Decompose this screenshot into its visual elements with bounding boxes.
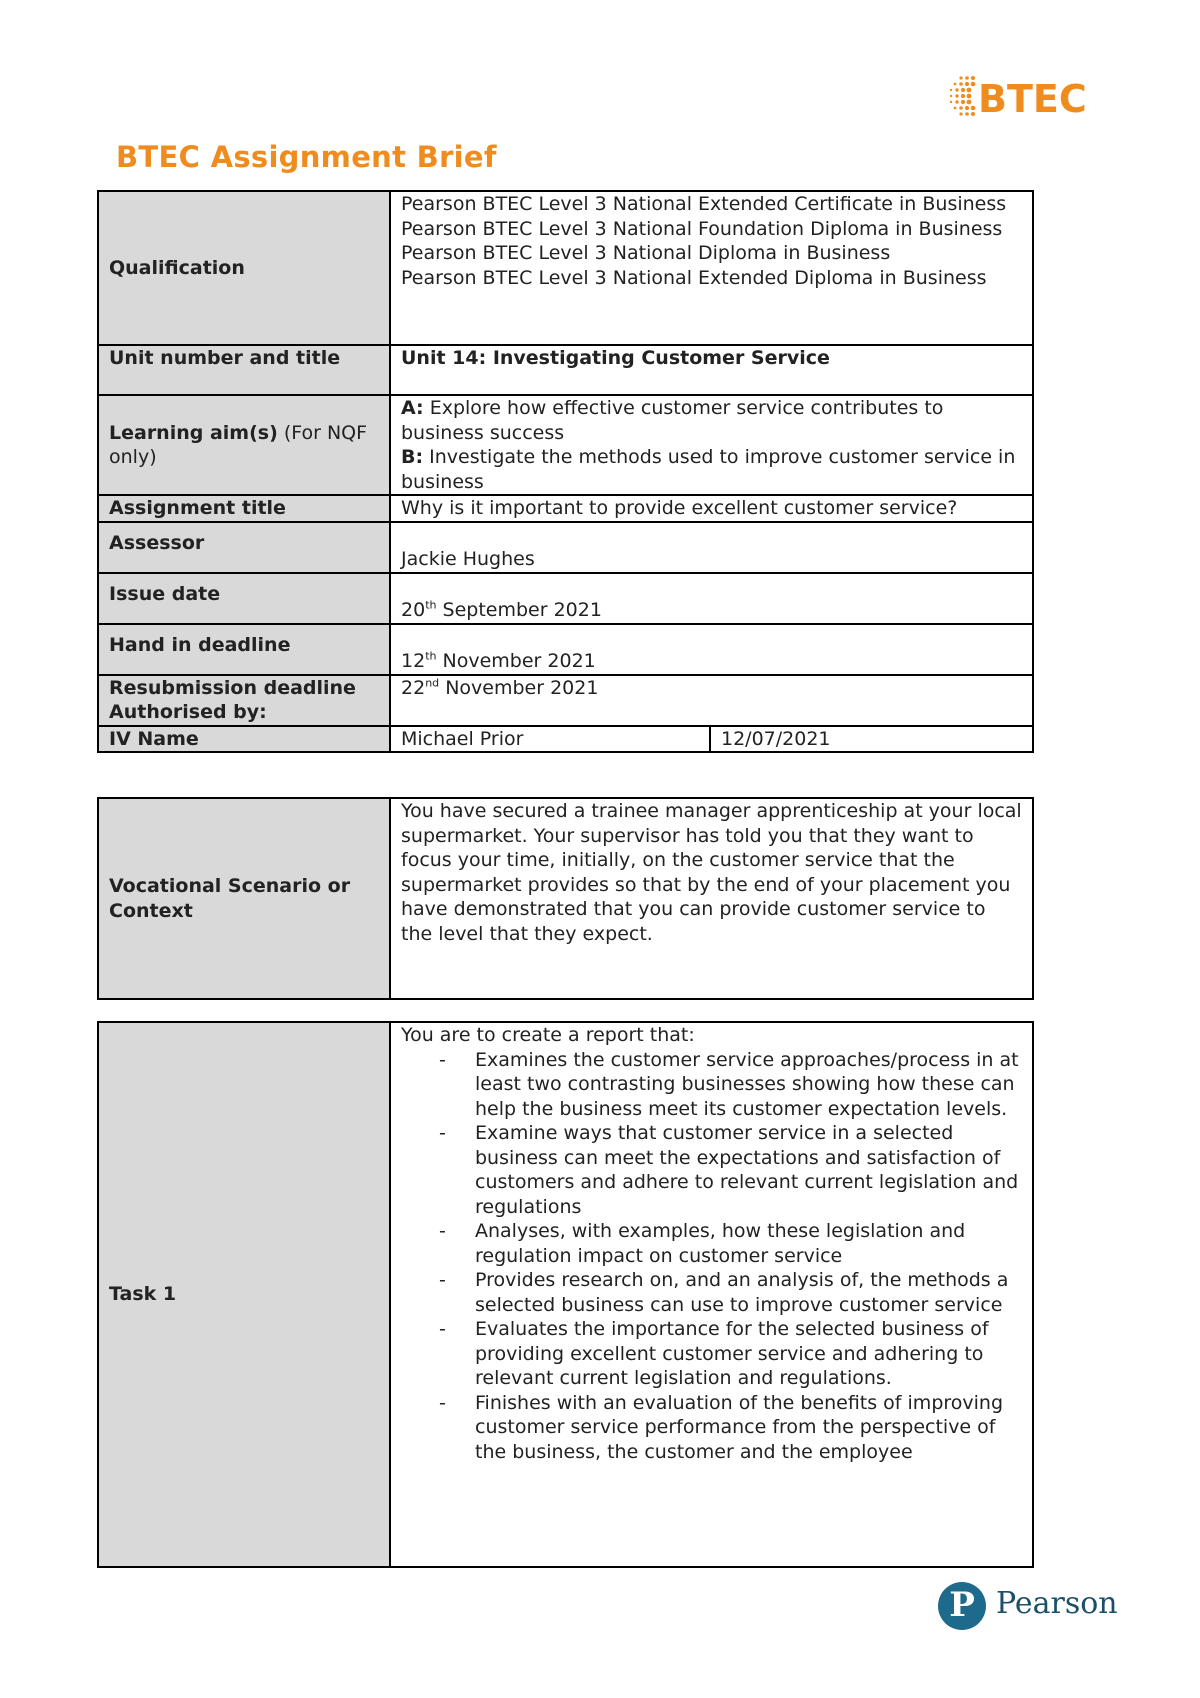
learning-aims-value	[390, 395, 1033, 495]
iv-row	[98, 726, 1033, 753]
aim-code: B:	[401, 446, 424, 468]
issue-date-value	[390, 573, 1033, 624]
task-row	[98, 1022, 1033, 1567]
task-item: - Finishes with an evaluation of the benefits of improving customer service performance from the perspective of the business, the customer and the employee	[475, 1391, 1022, 1465]
learning-aims-label-bold: Learning aim(s)	[109, 421, 278, 444]
issue-date-rest: September 2021	[436, 599, 602, 621]
aim-text: Explore how effective customer service contributes to business success	[401, 397, 944, 444]
learning-aims-row	[98, 395, 1033, 495]
task-item: - Analyses, with examples, how these legislation and regulation impact on customer service	[475, 1219, 1022, 1268]
task-item: - Examines the customer service approaches/process in at least two contrasting businesses showing how these can help the business meet its customer expectation levels.	[475, 1048, 1022, 1122]
task-item: - Evaluates the importance for the selected business of providing excellent customer service and adhering to relevant current legislation and regulations.	[475, 1317, 1022, 1391]
scenario-row	[98, 798, 1033, 999]
authorised-label-text: Authorised by:	[109, 701, 267, 723]
iv-date-value: 12/07/2021	[710, 726, 1033, 753]
learning-aim-a	[401, 396, 1022, 445]
qualification-line: Pearson BTEC Level 3 National Extended Diploma in Business	[401, 266, 987, 289]
task-table	[97, 1021, 1034, 1568]
resubmission-day: 22	[401, 676, 426, 699]
scenario-label: Vocational Scenario or Context	[98, 798, 390, 999]
document-title: BTEC Assignment Brief	[116, 140, 497, 174]
iv-name-label: IV Name	[98, 726, 390, 753]
resubmission-value	[390, 675, 1033, 726]
learning-aims-label	[98, 395, 390, 495]
resubmission-rest: November 2021	[439, 676, 599, 699]
aim-code: A:	[401, 397, 424, 419]
issue-date-row	[98, 573, 1033, 624]
task-content	[390, 1022, 1033, 1567]
assignment-details-table	[97, 190, 1034, 753]
btec-logo-text: BTEC	[978, 77, 1087, 121]
task-label: Task 1	[98, 1022, 390, 1567]
resubmission-label-text: Resubmission deadline	[109, 676, 356, 699]
learning-aim-b	[401, 445, 1022, 494]
assignment-title-value: Why is it important to provide excellent customer service?	[390, 495, 1033, 522]
hand-in-label: Hand in deadline	[98, 624, 390, 675]
pearson-logo	[938, 1582, 1118, 1636]
scenario-text: You have secured a trainee manager apprenticeship at your local supermarket. Your supervisor has told you that they want to focus your time, initially, on the customer service that the supermarket provides so that by the end of your placement you have demonstrated that you can provide customer service to the level that they expect.	[390, 798, 1033, 999]
learning-aims-label-note: (For NQF only)	[109, 421, 368, 468]
resubmission-suffix: nd	[425, 676, 440, 690]
iv-name-value: Michael Prior	[390, 726, 710, 753]
issue-date-day: 20	[401, 599, 426, 621]
task-item: - Examine ways that customer service in a selected business can meet the expectations and satisfaction of customers and adhere to relevant current legislation and regulations	[475, 1121, 1022, 1219]
task-list	[401, 1048, 1022, 1465]
assessor-row	[98, 522, 1033, 573]
btec-logo	[947, 72, 1097, 124]
assignment-title-label: Assignment title	[98, 495, 390, 522]
qualification-label: Qualification	[98, 191, 390, 345]
unit-row	[98, 345, 1033, 395]
qualification-row	[98, 191, 1033, 345]
unit-label: Unit number and title	[98, 345, 390, 395]
hand-in-day: 12	[401, 650, 426, 672]
aim-text: Investigate the methods used to improve customer service in business	[401, 446, 1016, 493]
issue-date-label: Issue date	[98, 573, 390, 624]
hand-in-value	[390, 624, 1033, 675]
qualification-value	[390, 191, 1033, 345]
unit-value: Unit 14: Investigating Customer Service	[390, 345, 1033, 395]
resubmission-label	[98, 675, 390, 726]
btec-logo-dots	[950, 76, 976, 116]
hand-in-suffix: th	[425, 649, 437, 663]
qualification-line: Pearson BTEC Level 3 National Extended Certificate in Business	[401, 193, 1007, 215]
issue-date-suffix: th	[425, 598, 437, 612]
hand-in-rest: November 2021	[436, 650, 596, 672]
resubmission-row	[98, 675, 1033, 726]
qualification-line: Pearson BTEC Level 3 National Diploma in Business	[401, 242, 891, 264]
pearson-wordmark: Pearson	[996, 1586, 1118, 1621]
task-intro: You are to create a report that:	[401, 1024, 695, 1046]
pearson-p-icon	[938, 1582, 986, 1630]
task-item: - Provides research on, and an analysis of, the methods a selected business can use to improve customer service	[475, 1268, 1022, 1317]
assessor-value: Jackie Hughes	[390, 522, 1033, 573]
assessor-label: Assessor	[98, 522, 390, 573]
assignment-title-row	[98, 495, 1033, 522]
hand-in-row	[98, 624, 1033, 675]
scenario-table	[97, 797, 1034, 1000]
qualification-line: Pearson BTEC Level 3 National Foundation Diploma in Business	[401, 217, 1003, 240]
